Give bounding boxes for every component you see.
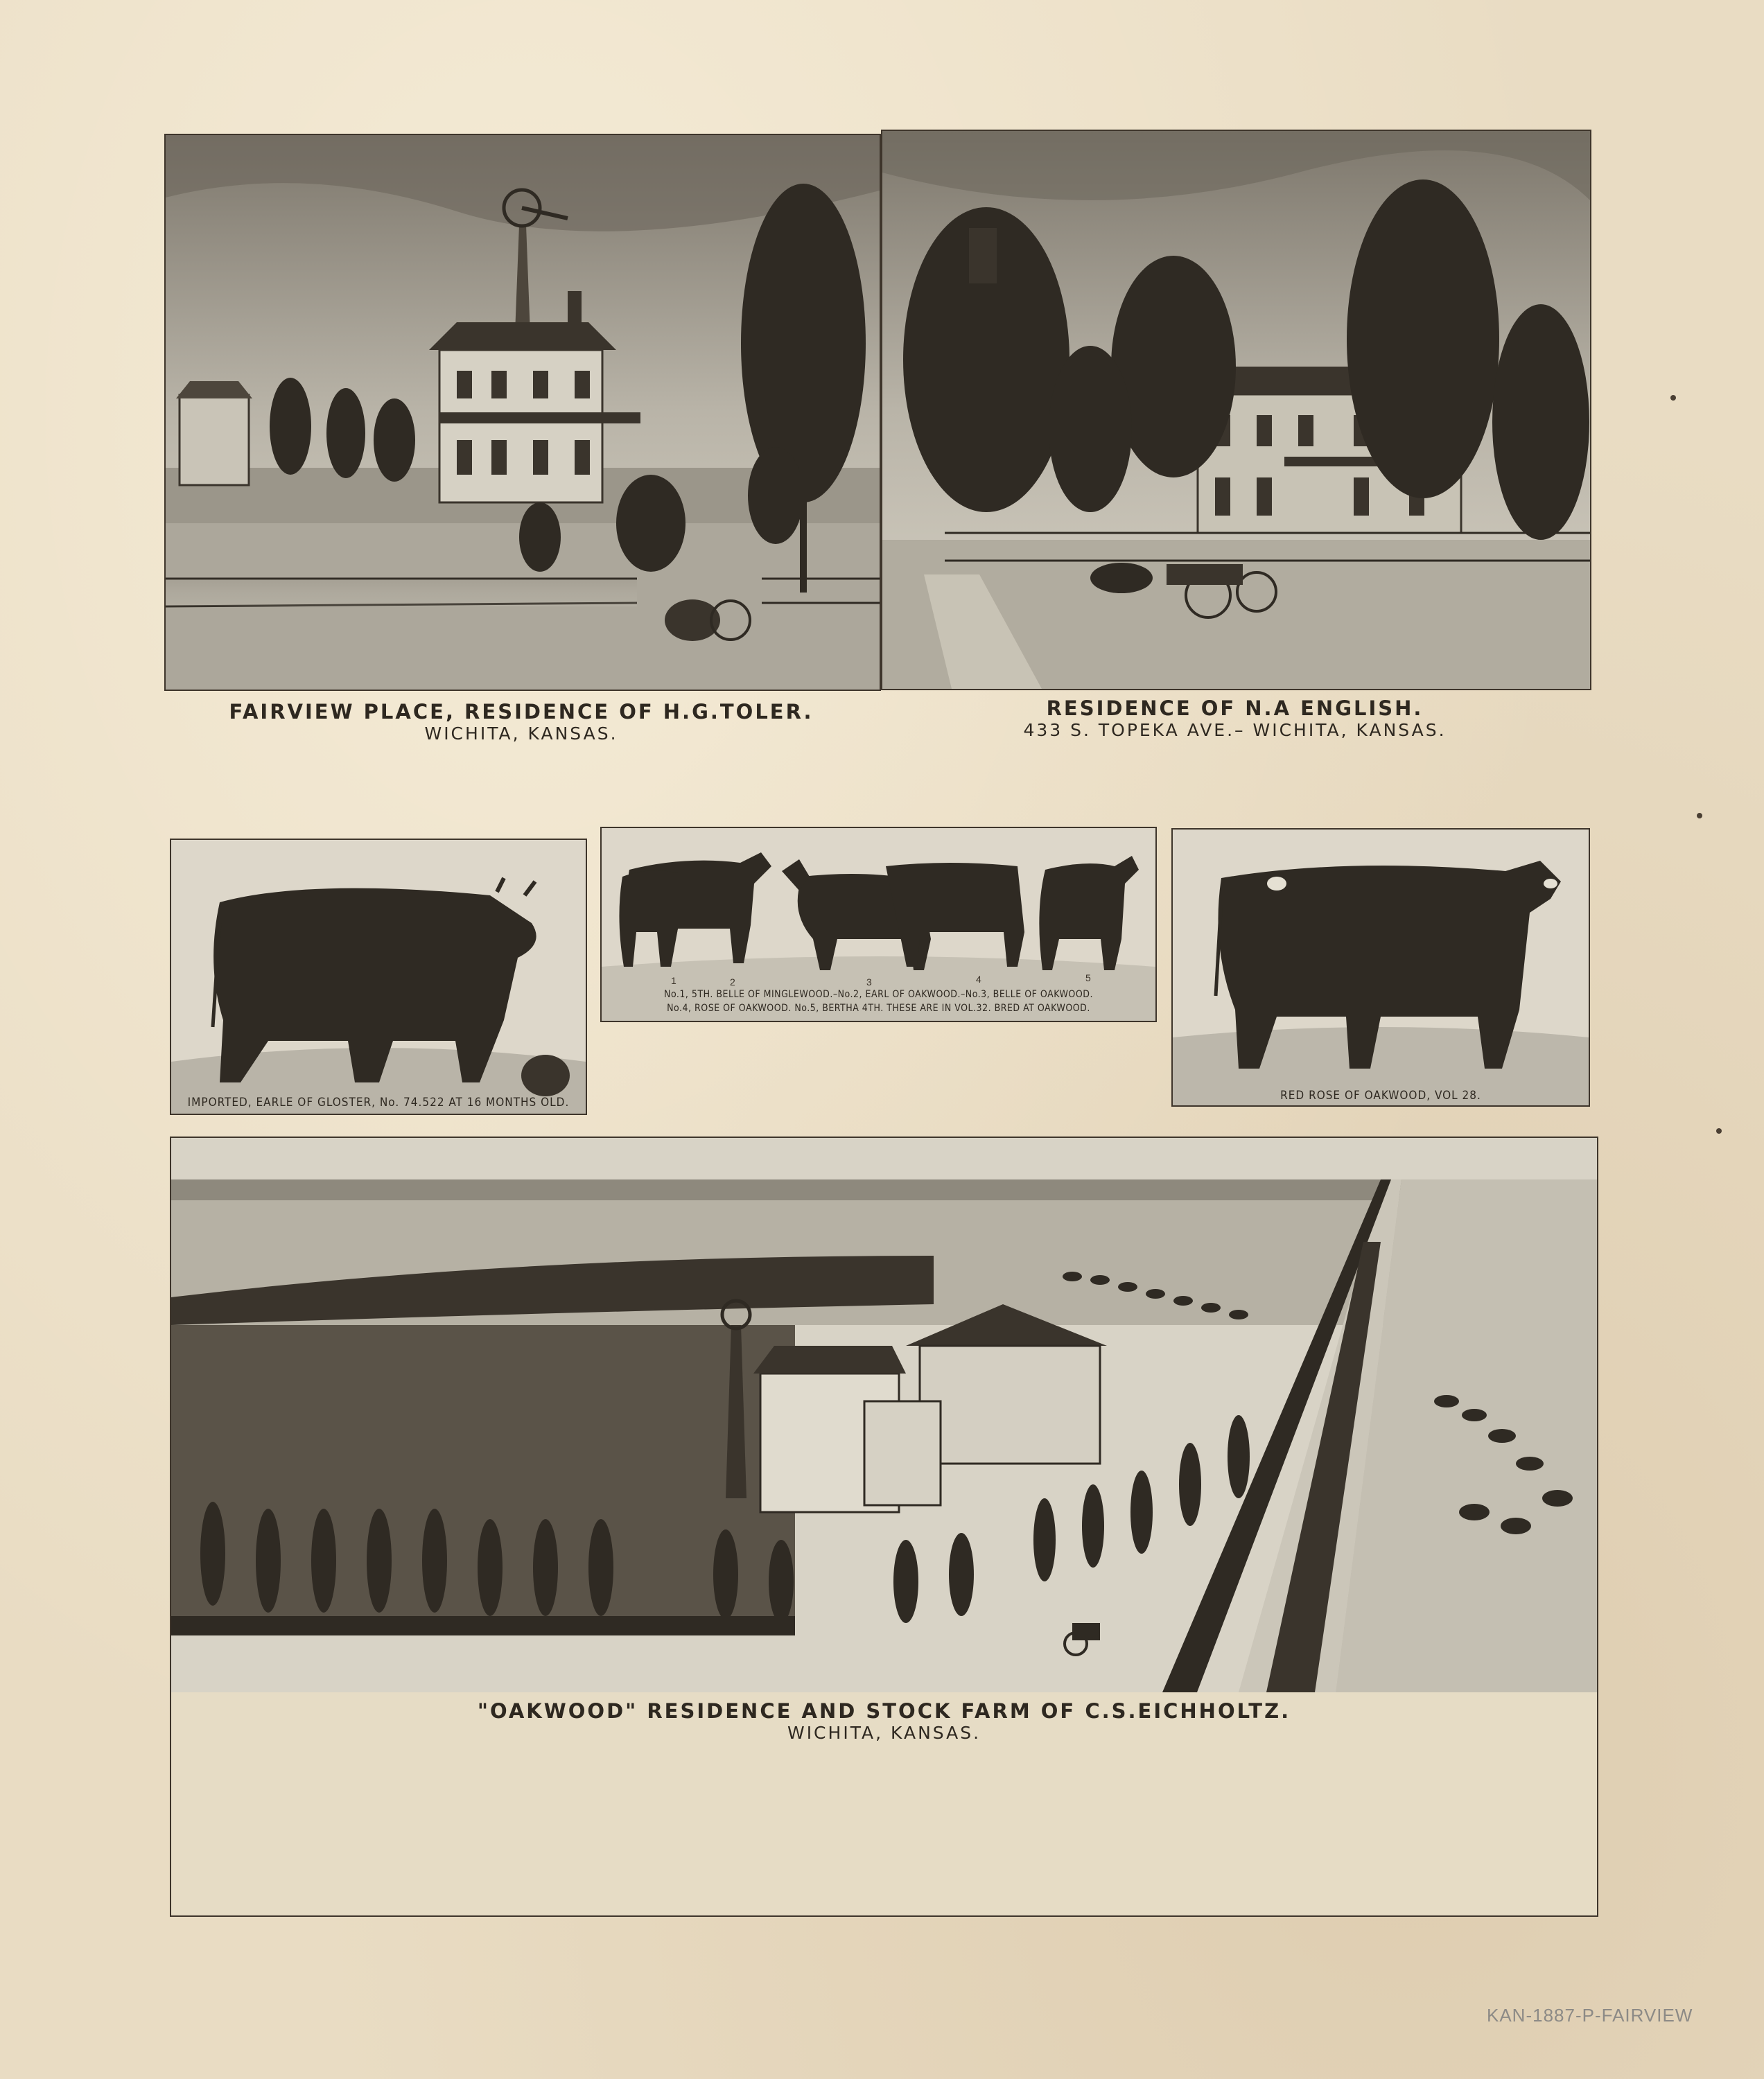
- herd-caption-line-2: No.4, ROSE OF OAKWOOD. No.5, BERTHA 4TH. THESE ARE IN VOL.32. BRED AT OAKWOOD.: [667, 1003, 1090, 1014]
- english-residence-illustration: [881, 130, 1591, 690]
- toler-caption-title: FAIRVIEW PLACE, RESIDENCE OF H.G.TOLER.: [229, 700, 814, 723]
- toler-house-drawing: [166, 135, 880, 690]
- herd-number-1: 1: [671, 975, 676, 986]
- bull-drawing: [171, 840, 586, 1114]
- herd-number-5: 5: [1085, 972, 1091, 983]
- ink-speck: [1670, 395, 1676, 401]
- english-caption-subtitle: 433 S. TOPEKA AVE.– WICHITA, KANSAS.: [1023, 720, 1447, 740]
- english-caption-title: RESIDENCE OF N.A ENGLISH.: [1046, 696, 1424, 720]
- english-house-drawing: [882, 131, 1590, 689]
- archive-stamp: KAN-1887-P-FAIRVIEW: [1487, 2005, 1693, 2026]
- red-rose-illustration: [1171, 828, 1590, 1107]
- earle-of-gloster-illustration: [170, 839, 587, 1115]
- ink-speck: [1697, 813, 1702, 818]
- oakwood-herd-illustration: [600, 827, 1157, 1022]
- oakwood-caption-subtitle: WICHITA, KANSAS.: [787, 1723, 981, 1743]
- oakwood-caption-title: "OAKWOOD" RESIDENCE AND STOCK FARM OF C.S.EICHHOLTZ.: [477, 1699, 1291, 1723]
- herd-caption-line-1: No.1, 5TH. BELLE OF MINGLEWOOD.–No.2, EARL OF OAKWOOD.–No.3, BELLE OF OAKWOOD.: [664, 989, 1093, 1000]
- oakwood-farm-frame: [170, 1137, 1598, 1917]
- toler-residence-illustration: [164, 134, 881, 691]
- toler-caption-subtitle: WICHITA, KANSAS.: [424, 723, 618, 744]
- earle-caption: IMPORTED, EARLE OF GLOSTER, No. 74.522 AT 16 MONTHS OLD.: [187, 1096, 570, 1109]
- herd-number-2: 2: [730, 976, 735, 988]
- ink-speck: [1716, 1128, 1722, 1134]
- oakwood-caption: [171, 1699, 1597, 1743]
- herd-number-3: 3: [866, 976, 872, 988]
- oakwood-farm-drawing: [171, 1138, 1597, 1692]
- red-rose-caption: RED ROSE OF OAKWOOD, VOL 28.: [1280, 1089, 1481, 1103]
- cow-drawing: [1173, 830, 1589, 1105]
- herd-number-4: 4: [976, 974, 981, 985]
- english-caption: [881, 696, 1589, 740]
- toler-caption: [164, 700, 878, 744]
